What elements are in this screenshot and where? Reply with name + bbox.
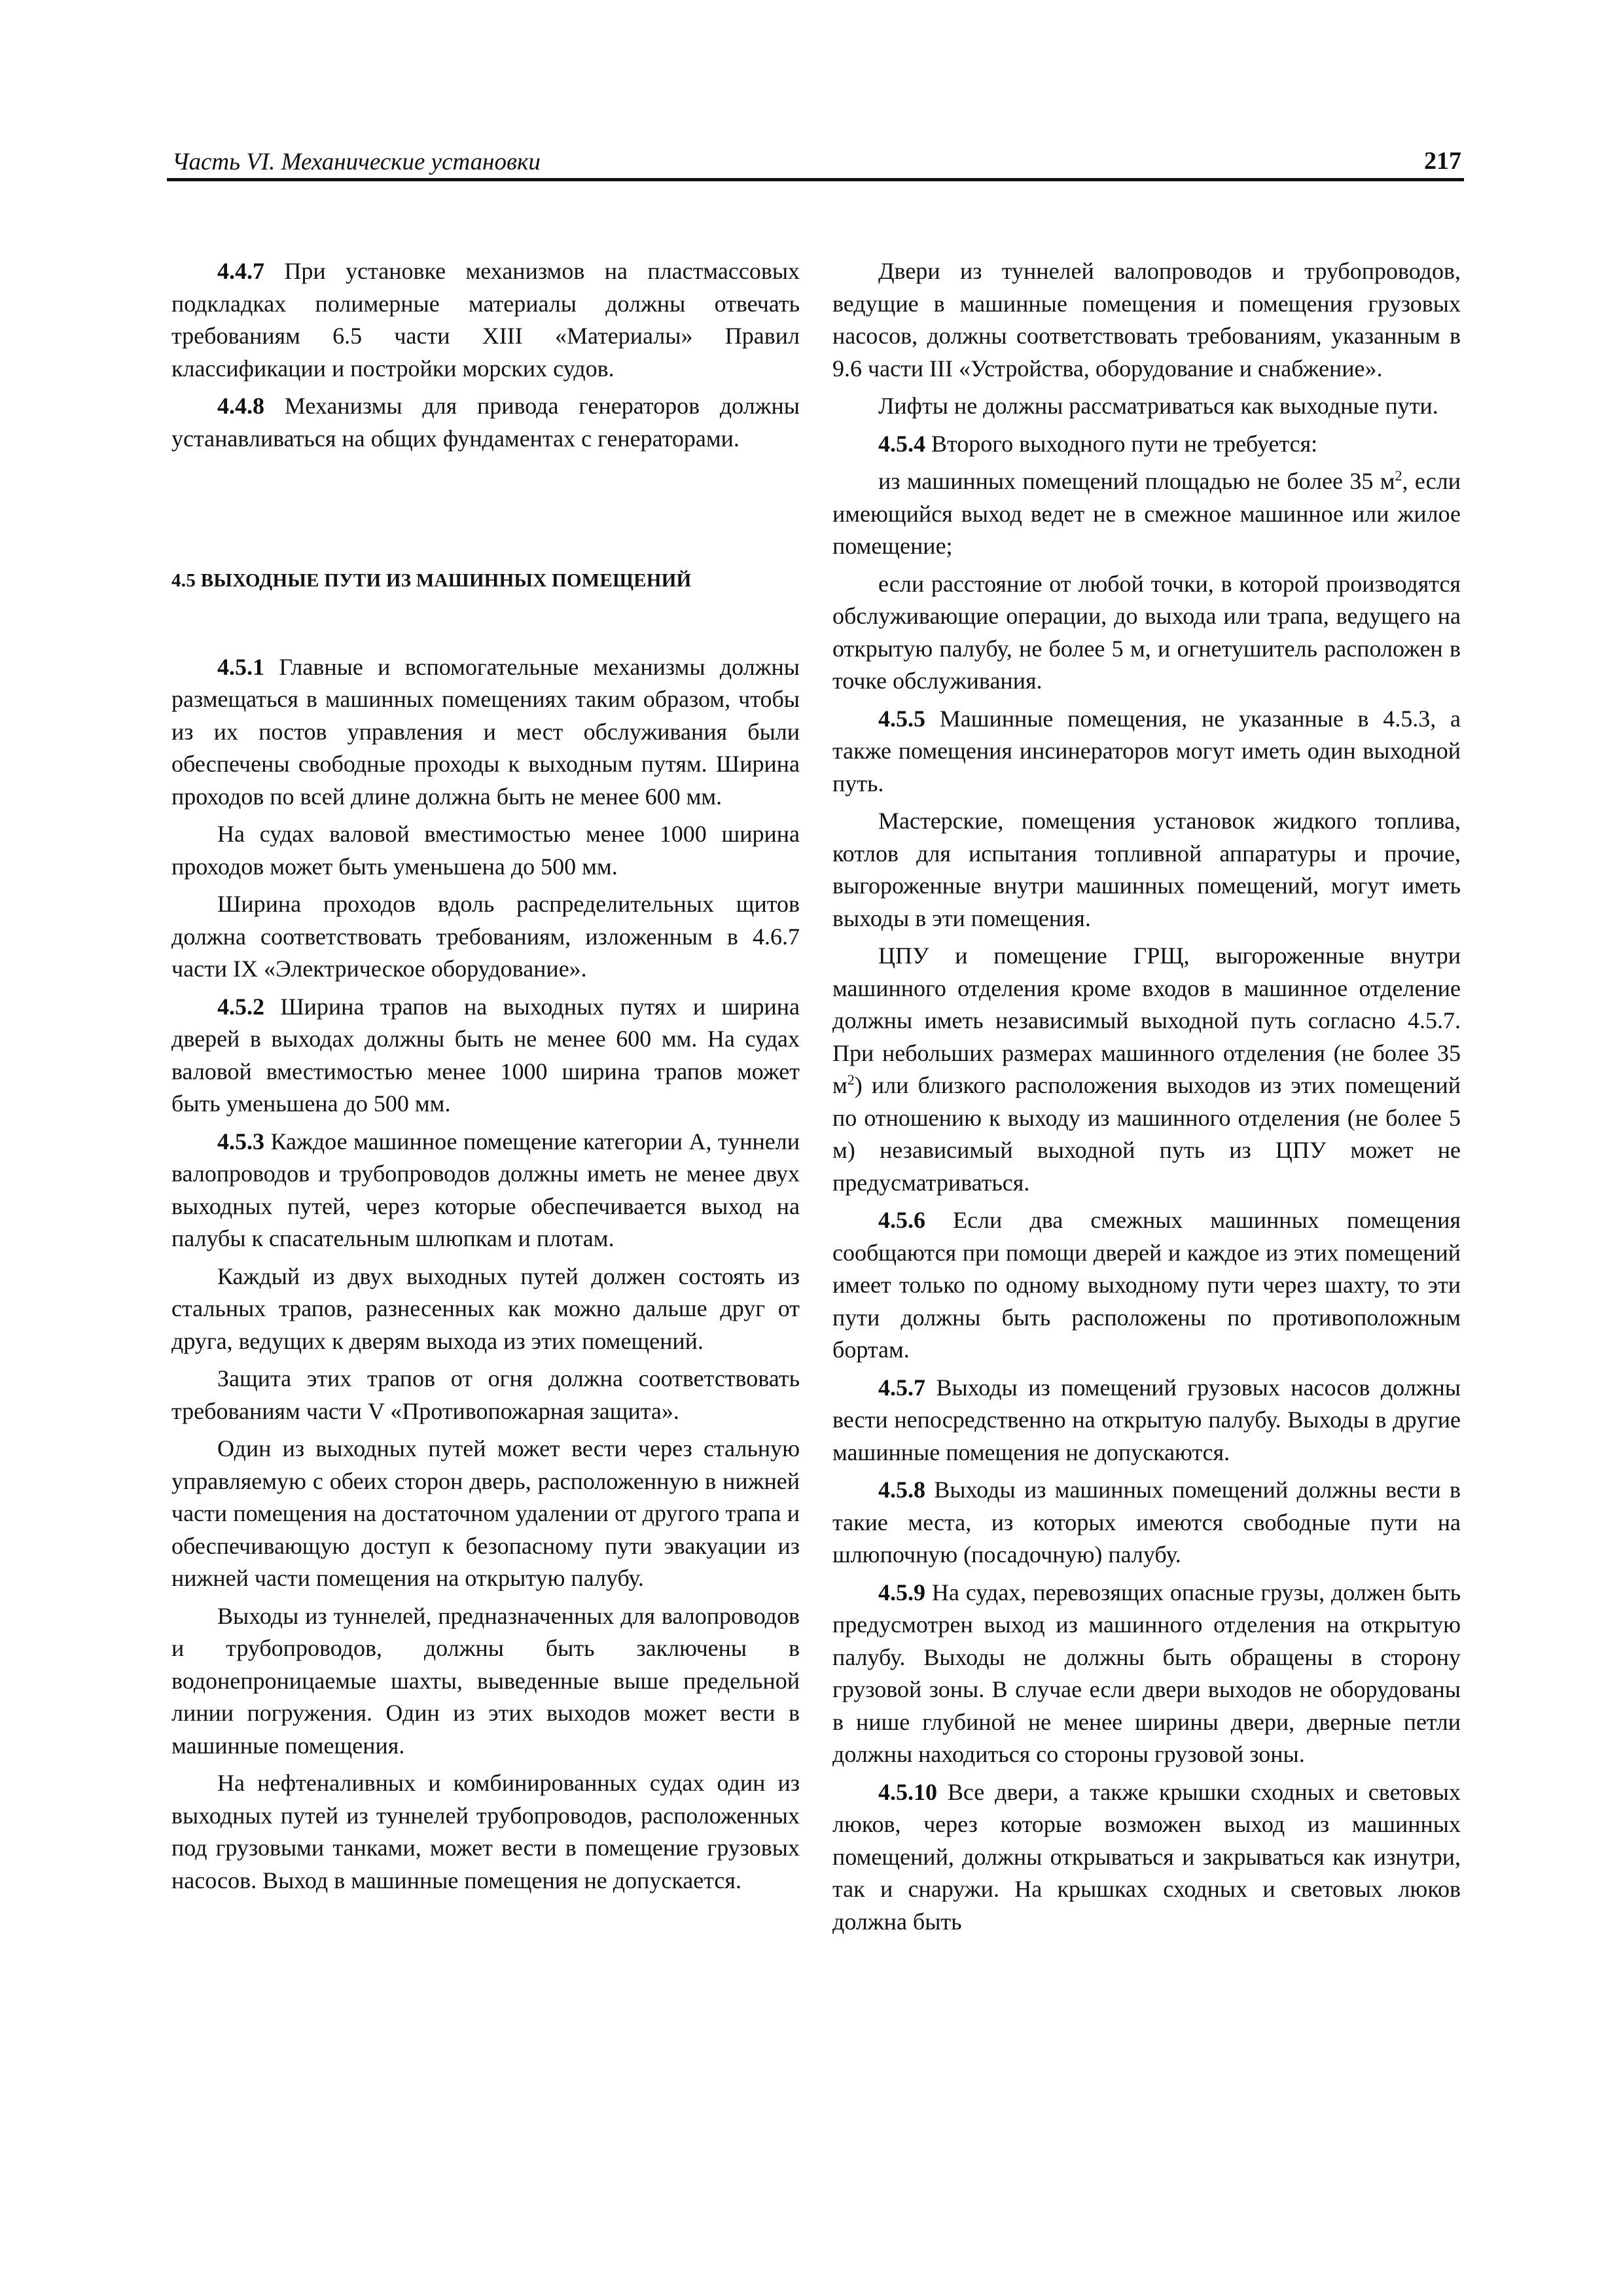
paragraph: На нефтеналивных и комбинированных судах один из выходных путей из туннелей трубопроводов, расположенных под грузовыми танками, может вести в помещение грузовых насосов. Выход в машинные помещения не допускается. [171,1770,800,1893]
paragraph-text: Все двери, а также крышки сходных и световых люков, через которые возможен выход из машинных помещений, должны открываться и закрываться как изнутри, так и снаружи. На крышках сходных и световых люков должна быть [832,1778,1461,1935]
clause-number: 4.5.10 [878,1778,937,1805]
paragraph-4-5-10 [832,1776,1461,1939]
paragraph-text: из машинных помещений площадью не более 35 м [878,468,1395,494]
paragraph-4-5-1 [171,651,800,814]
paragraph: Один из выходных путей может вести через стальную управляемую с обеих сторон дверь, расположенную в нижней части помещения на достаточном удалении от другого трапа и обеспечивающую доступ к безопасному пути эвакуации из нижней части помещения на открытую палубу. [171,1435,800,1591]
page-header [167,144,1464,177]
paragraph-text: , если имеющийся выход ведет не в смежное машинное или жилое помещение; [832,468,1461,559]
clause-number: 4.4.8 [217,393,264,419]
left-column [171,255,800,1902]
paragraph: Ширина проходов вдоль распределительных щитов должна соответствовать требованиям, изложенным в 4.6.7 части IX «Электрическое оборудование». [171,891,800,982]
clause-number: 4.5.1 [217,653,264,680]
paragraph-4-4-7 [171,255,800,385]
paragraph-text: ЦПУ и помещение ГРЩ, выгороженные внутри машинного отделения кроме входов в машинное отделение должны иметь независимый выходной путь согласно 4.5.7. При небольших размерах машинного отделения (не более 35 м [832,942,1461,1098]
paragraph-4-5-4 [832,428,1461,461]
paragraph: Лифты не должны рассматриваться как выходные пути. [878,393,1438,419]
clause-number: 4.5.7 [878,1374,925,1401]
paragraph: Двери из туннелей валопроводов и трубопроводов, ведущие в машинные помещения и помещения грузовых насосов, должны соответствовать требованиям, указанным в 9.6 части III «Устройства, оборудование и снабжение». [832,258,1461,382]
paragraph-4-5-5 [832,703,1461,800]
page-number: 217 [1424,147,1461,175]
spacer [171,460,800,565]
clause-number: 4.5.9 [878,1579,925,1605]
paragraph-text: Если два смежных машинных помещения сообщаются при помощи дверей и каждое из этих помещений имеет только по одному выходному пути через шахту, то эти пути должны быть расположены по противоположным бортам. [832,1207,1461,1363]
paragraph: Выходы из туннелей, предназначенных для валопроводов и трубопроводов, должны быть заключены в водонепроницаемые шахты, выведенные выше предельной линии погружения. Один из этих выходов может вести в машинные помещения. [171,1602,800,1759]
superscript: 2 [847,1071,855,1088]
paragraph-4-5-6 [832,1204,1461,1367]
paragraph-text: Механизмы для привода генераторов должны устанавливаться на общих фундаментах с генераторами. [171,393,800,452]
clause-number: 4.5.8 [878,1477,925,1503]
paragraph-text: ) или близкого расположения выходов из этих помещений по отношению к выходу из машинного отделения (не более 5 м) независимый выходной путь из ЦПУ может не предусматриваться. [832,1072,1461,1196]
paragraph-4-5-9 [832,1577,1461,1771]
clause-number: 4.5.3 [217,1128,264,1155]
paragraph-4-5-7 [832,1372,1461,1469]
clause-number: 4.5.5 [878,705,925,732]
paragraph: Каждый из двух выходных путей должен состоять из стальных трапов, разнесенных как можно дальше друг от друга, ведущих к дверям выхода из этих помещений. [171,1263,800,1354]
paragraph-text: Выходы из помещений грузовых насосов должны вести непосредственно на открытую палубу. Выходы в другие машинные помещения не допускаются. [832,1374,1461,1465]
paragraph [832,940,1461,1199]
paragraph-text: На судах, перевозящих опасные грузы, должен быть предусмотрен выход из машинного отделения на открытую палубу. Выходы не должны быть обращены в сторону грузовой зоны. В случае если двери выходов не оборудованы в нише глубиной не менее ширины двери, дверные петли должны находиться со стороны грузовой зоны. [832,1579,1461,1767]
paragraph: Мастерские, помещения установок жидкого топлива, котлов для испытания топливной аппаратуры и прочие, выгороженные внутри машинных помещений, могут иметь выходы в эти помещения. [832,808,1461,931]
section-title: 4.5 ВЫХОДНЫЕ ПУТИ ИЗ МАШИННЫХ ПОМЕЩЕНИЙ [171,570,692,591]
paragraph-text: Машинные помещения, не указанные в 4.5.3, а также помещения инсинераторов могут иметь один выходной путь. [832,705,1461,797]
paragraph: На судах валовой вместимостью менее 1000 ширина проходов может быть уменьшена до 500 мм. [171,821,800,880]
paragraph-text: Главные и вспомогательные механизмы должны размещаться в машинных помещениях таким образом, чтобы из их постов управления и мест обслуживания были обеспечены свободные проходы к выходным путям. Ширина проходов по всей длине должна быть не менее 600 мм. [171,653,800,810]
right-column [832,255,1461,1943]
paragraph-text: Каждое машинное помещение категории А, туннели валопроводов и трубопроводов должны иметь не менее двух выходных путей, через которые обеспечивается выход на палубы к спасательным шлюпкам и плотам. [171,1128,800,1251]
paragraph-text: Второго выходного пути не требуется: [925,430,1318,457]
running-title: Часть VI. Механические установки [172,149,541,175]
clause-number: 4.5.6 [878,1207,925,1233]
clause-number: 4.4.7 [217,258,264,284]
spacer [171,598,800,651]
paragraph-4-4-8 [171,390,800,455]
paragraph: если расстояние от любой точки, в которой производятся обслуживающие операции, до выхода или трапа, ведущего на открытую палубу, не более 5 м, и огнетушитель расположен в точке обслуживания. [832,570,1461,694]
superscript: 2 [1395,467,1402,484]
paragraph-text: Выходы из машинных помещений должны вести в такие места, из которых имеются свободные пути на шлюпочную (посадочную) палубу. [832,1477,1461,1568]
paragraph: Защита этих трапов от огня должна соответствовать требованиям части V «Противопожарная защита». [171,1365,800,1424]
paragraph-text: При установке механизмов на пластмассовых подкладках полимерные материалы должны отвечать требованиям 6.5 части XIII «Материалы» Правил классификации и постройки морских судов. [171,258,800,382]
paragraph-text: Ширина трапов на выходных путях и ширина дверей в выходах должны быть не менее 600 мм. На судах валовой вместимостью менее 1000 ширина трапов может быть уменьшена до 500 мм. [171,993,800,1117]
paragraph-4-5-2 [171,991,800,1121]
paragraph-4-5-8 [832,1474,1461,1571]
clause-number: 4.5.4 [878,430,925,457]
header-rule [167,178,1464,181]
clause-number: 4.5.2 [217,993,264,1020]
paragraph-4-5-3 [171,1126,800,1255]
paragraph [832,465,1461,563]
